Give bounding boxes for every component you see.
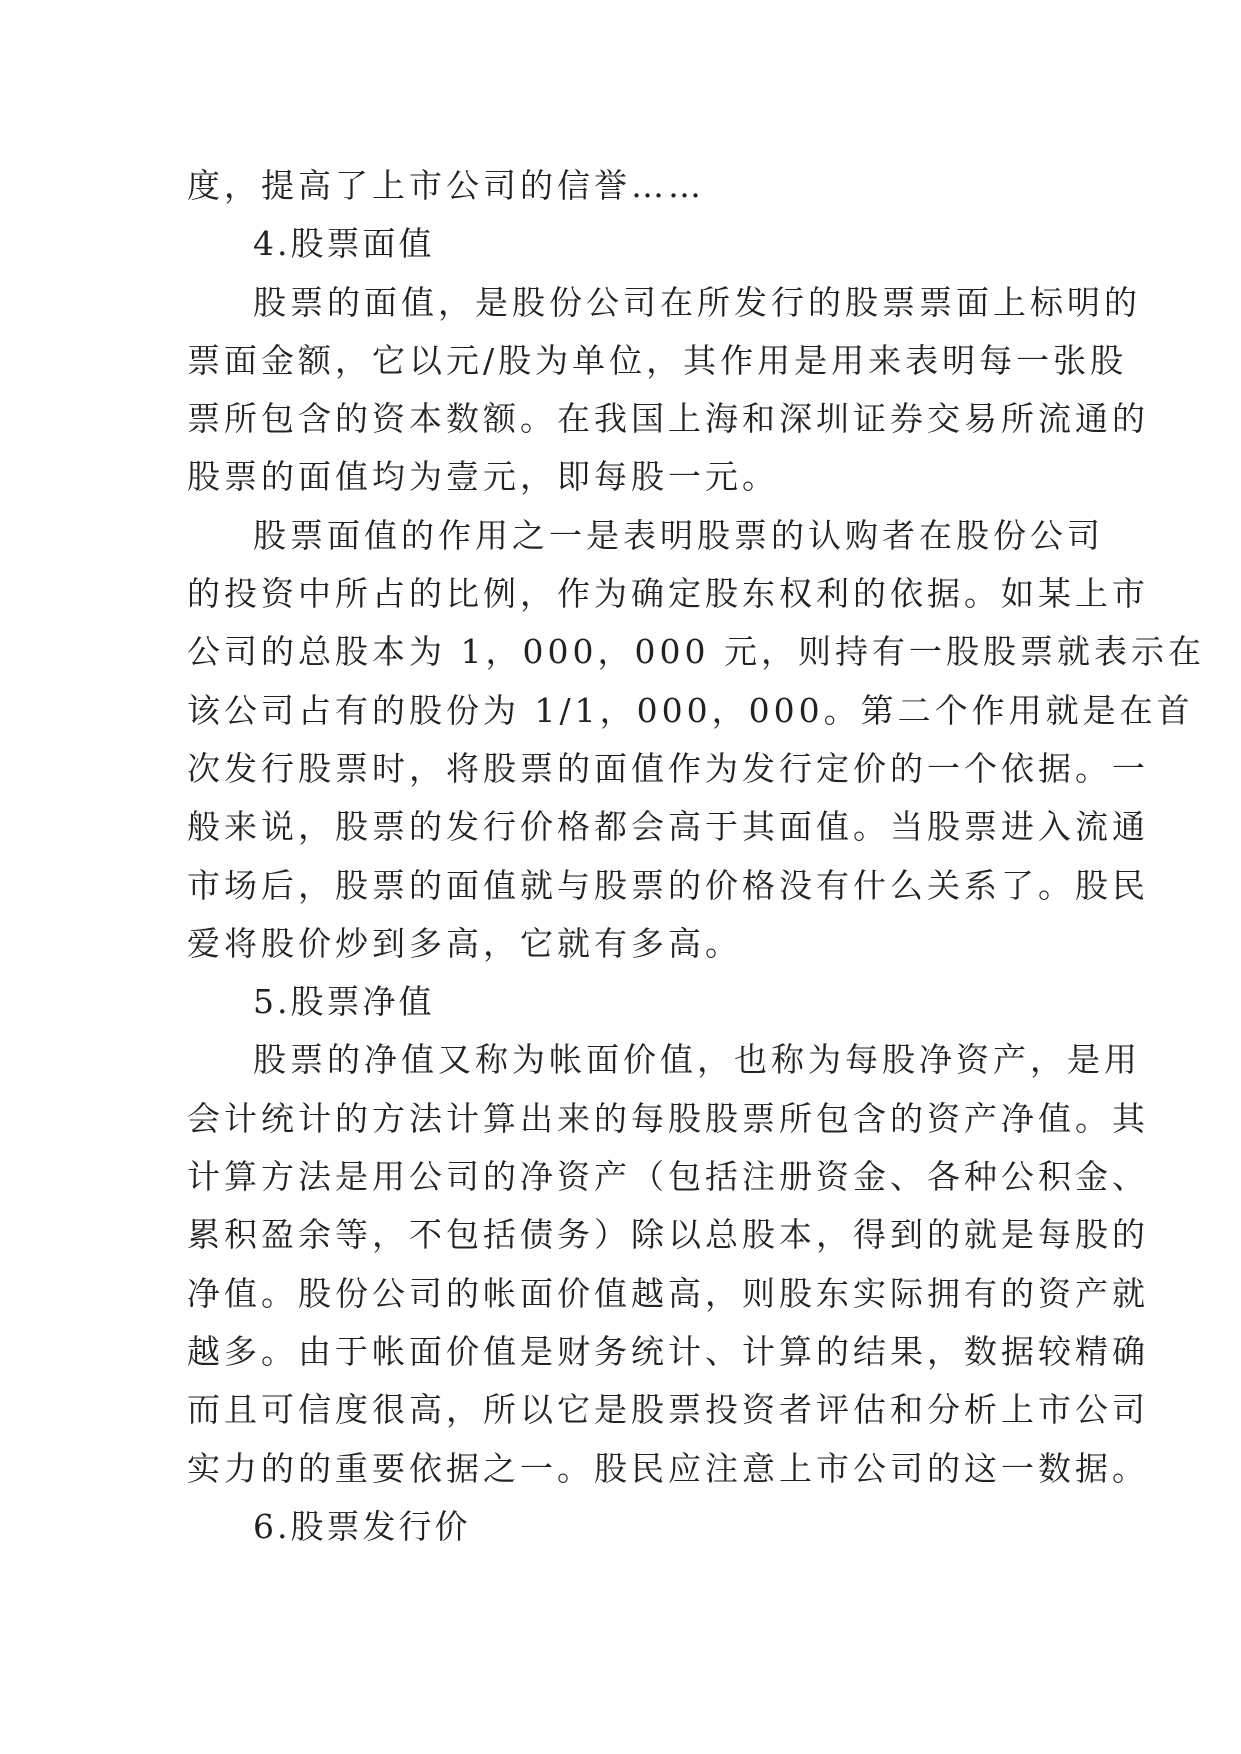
section-heading-net-value: 5.股票净值 [253,982,435,1022]
text-line: 的投资中所占的比例，作为确定股东权利的依据。如某上市 [187,574,1149,614]
document-body [187,157,1205,1556]
section-heading-issue-price: 6.股票发行价 [253,1506,471,1546]
text-line: 净值。股份公司的帐面价值越高，则股东实际拥有的资产就 [187,1273,1149,1313]
text-line: 该公司占有的股份为 1/1，000，000。第二个作用就是在首 [187,690,1194,730]
text-line: 爱将股价炒到多高，它就有多高。 [187,923,742,963]
text-line: 市场后，股票的面值就与股票的价格没有什么关系了。股民 [187,865,1149,905]
text-line: 股票面值的作用之一是表明股票的认购者在股份公司 [253,515,1104,555]
section-heading-face-value: 4.股票面值 [253,224,435,264]
text-line: 股票的面值均为壹元，即每股一元。 [187,457,779,497]
text-line: 票所包含的资本数额。在我国上海和深圳证券交易所流通的 [187,399,1149,439]
text-line: 会计统计的方法计算出来的每股股票所包含的资产净值。其 [187,1098,1149,1138]
text-line: 计算方法是用公司的净资产（包括注册资金、各种公积金、 [187,1157,1149,1197]
text-line: 度，提高了上市公司的信誉…… [187,166,705,205]
text-line: 公司的总股本为 1，000，000 元，则持有一股股票就表示在 [187,632,1205,672]
text-line: 票面金额，它以元/股为单位，其作用是用来表明每一张股 [187,340,1128,380]
text-line: 股票的面值，是股份公司在所发行的股票票面上标明的 [253,282,1141,322]
text-line: 而且可信度很高，所以它是股票投资者评估和分析上市公司 [187,1390,1149,1430]
text-line: 次发行股票时，将股票的面值作为发行定价的一个依据。一 [187,748,1149,788]
text-line: 越多。由于帐面价值是财务统计、计算的结果，数据较精确 [187,1331,1149,1371]
text-line: 般来说，股票的发行价格都会高于其面值。当股票进入流通 [187,807,1149,847]
text-line: 股票的净值又称为帐面价值，也称为每股净资产，是用 [253,1040,1141,1080]
text-line: 实力的的重要依据之一。股民应注意上市公司的这一数据。 [187,1448,1149,1488]
text-line: 累积盈余等，不包括债务）除以总股本，得到的就是每股的 [187,1215,1149,1255]
